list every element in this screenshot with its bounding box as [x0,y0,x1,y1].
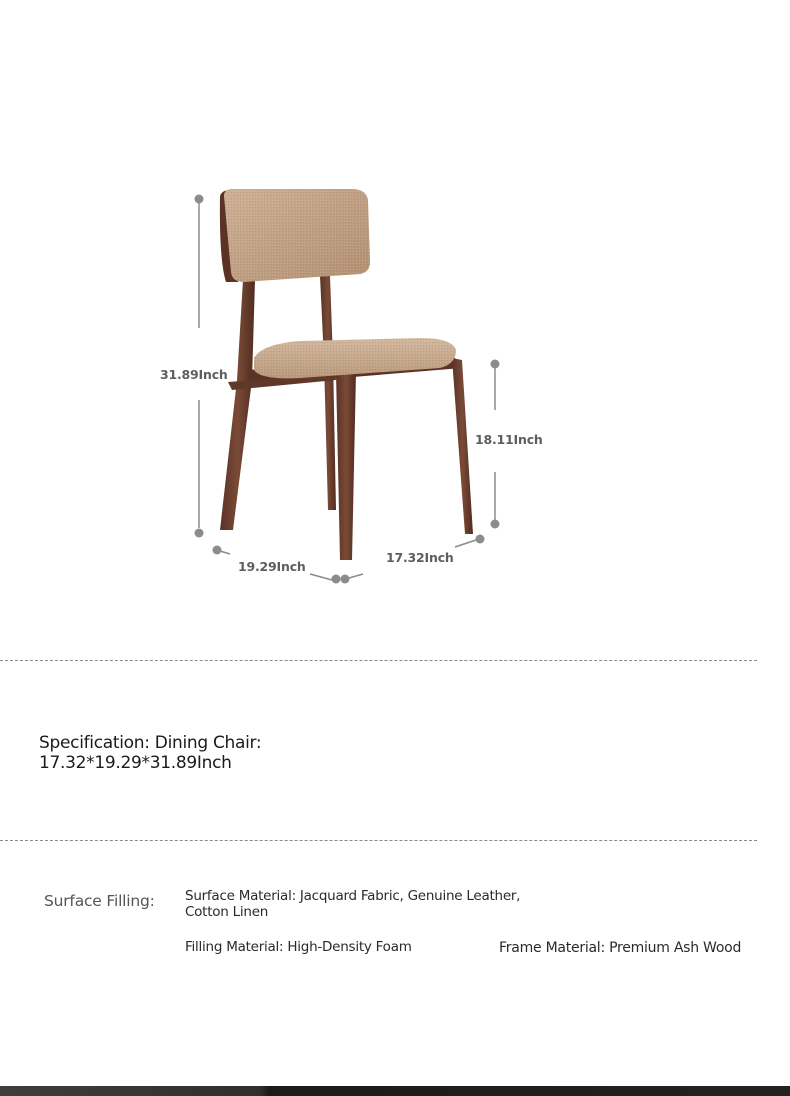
seat-height-dimension-label: 18.11Inch [475,432,543,447]
depth-dimension-label: 17.32Inch [386,550,454,565]
section-divider-top [0,660,757,661]
filling-material-text: Filling Material: High-Density Foam [185,939,412,955]
width-dimension-label: 19.29Inch [238,559,306,574]
section-divider-bottom [0,840,757,841]
specification-text [39,733,261,773]
specification-line-1: Specification: Dining Chair: [39,733,262,753]
bottom-edge-bar [0,1086,790,1096]
specification-line-2: 17.32*19.29*31.89Inch [39,753,232,773]
surface-material-text [185,888,520,920]
surface-material-line-1: Surface Material: Jacquard Fabric, Genuine Leather, [185,888,521,904]
surface-material-line-2: Cotton Linen [185,904,269,920]
height-dimension-label: 31.89Inch [160,367,228,382]
surface-filling-heading: Surface Filling: [44,892,155,910]
frame-material-text: Frame Material: Premium Ash Wood [499,940,742,956]
